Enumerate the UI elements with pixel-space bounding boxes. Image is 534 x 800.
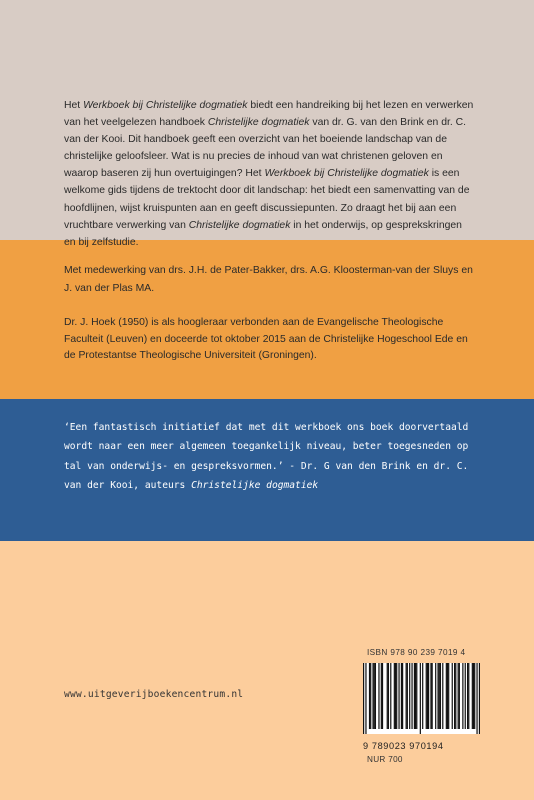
barcode-bar xyxy=(402,663,403,729)
barcode-bar xyxy=(459,663,460,729)
barcode-bar xyxy=(396,663,397,729)
credits-paragraph: Met medewerking van drs. J.H. de Pater-Bakker, drs. A.G. Kloosterman-van der Sluys en J. van der Plas MA. xyxy=(64,265,473,294)
barcode-bar xyxy=(476,663,477,734)
isbn-label: ISBN 978 90 239 7019 4 xyxy=(367,648,466,657)
barcode-bar xyxy=(437,663,438,729)
barcode-bar xyxy=(474,663,475,729)
barcode-bar xyxy=(390,663,391,729)
author-bio-paragraph: Dr. J. Hoek (1950) is als hoogleraar verbonden aan de Evangelische Theologische Faculteit (Leuven) en doceerde tot oktober 2015 aan de Christelijke Hogeschool Ede en de Protestantse Theologische Universiteit (Groningen). xyxy=(64,317,468,361)
barcode-bar xyxy=(372,663,373,729)
barcode-bar xyxy=(369,663,370,729)
barcode-bar xyxy=(440,663,441,729)
barcode-bar xyxy=(442,663,443,729)
nur-code: NUR 700 xyxy=(367,755,403,764)
intro-text-1: Het xyxy=(64,100,84,111)
barcode-digits: 9 789023 970194 xyxy=(363,741,444,751)
barcode-bar xyxy=(439,663,440,729)
barcode-bar xyxy=(414,663,415,729)
barcode-bar xyxy=(381,663,382,729)
barcode-bar xyxy=(468,663,469,729)
barcode-bar xyxy=(416,663,417,729)
barcode-bar xyxy=(388,663,389,729)
barcode-bar xyxy=(467,663,468,729)
barcode-bar xyxy=(370,663,371,729)
barcode-bar xyxy=(455,663,456,729)
intro-text-4: is een welkome gids tijdens de trektocht door dit landschap: het biedt een samenvatting van de hoofdlijnen, wijst kruispunten aan en geeft discussiepunten. Zo draagt het bij aan een vruchtbare verwerking van xyxy=(64,168,470,231)
barcode-bar xyxy=(374,663,375,729)
barcode-bar xyxy=(378,663,379,729)
barcode-bar xyxy=(398,663,399,729)
intro-text-5: in het onderwijs, op gesprekskringen en bij zelfstudie. xyxy=(64,219,462,248)
barcode-bar xyxy=(452,663,453,729)
publisher-website: www.uitgeverijboekencentrum.nl xyxy=(64,689,244,700)
barcode-bar xyxy=(387,663,388,729)
barcode-bar xyxy=(382,663,383,729)
barcode-bar xyxy=(415,663,416,729)
barcode-bar xyxy=(432,663,433,729)
barcode-bar xyxy=(479,663,480,734)
barcode-bar xyxy=(447,663,448,729)
barcode-bar xyxy=(448,663,449,729)
intro-title-2: Christelijke dogmatiek xyxy=(207,117,310,129)
barcode xyxy=(363,663,480,734)
barcode-bar xyxy=(420,663,421,734)
quote-book-title: Christelijke dogmatiek xyxy=(191,480,319,492)
barcode-bar xyxy=(422,663,423,729)
endorsement-quote xyxy=(64,418,484,496)
intro-text-2: biedt een handreiking bij het lezen en verwerken van het veelgelezen handboek xyxy=(64,100,474,129)
barcode-bar xyxy=(426,663,427,729)
barcode-bar xyxy=(401,663,402,729)
barcode-bar xyxy=(411,663,412,729)
quote-text: ‘Een fantastisch initiatief dat met dit werkboek ons boek doorvertaald wordt naar een meer algemeen toegankelijk niveau, beter toegesneden op tal van onderwijs- en gespreksvormen.’ - Dr. G van den Brink en dr. C. van der Kooi, auteurs xyxy=(64,422,469,492)
intro-title-4: Christelijke dogmatiek xyxy=(188,219,291,231)
barcode-bar xyxy=(472,663,473,729)
barcode-bar xyxy=(365,663,366,734)
barcode-bar xyxy=(375,663,376,729)
barcode-bar xyxy=(473,663,474,729)
barcode-bar xyxy=(409,663,410,729)
barcode-bar xyxy=(465,663,466,729)
barcode-bar xyxy=(430,663,431,729)
barcode-bar xyxy=(427,663,428,729)
barcode-bar xyxy=(462,663,463,729)
intro-paragraph xyxy=(64,97,474,251)
barcode-bar xyxy=(435,663,436,729)
barcode-bar xyxy=(454,663,455,729)
barcode-bar xyxy=(407,663,408,729)
barcode-graphic xyxy=(363,663,480,734)
barcode-bar xyxy=(394,663,395,729)
intro-title-3: Werkboek bij Christelijke dogmatiek xyxy=(264,168,429,180)
barcode-bar xyxy=(363,663,364,734)
barcode-bar xyxy=(446,663,447,729)
barcode-bar xyxy=(458,663,459,729)
barcode-bar xyxy=(428,663,429,729)
intro-title-1: Werkboek bij Christelijke dogmatiek xyxy=(83,100,248,111)
intro-text-3: van dr. G. van den Brink en dr. C. van der Kooi. Dit handboek geeft een overzicht van het boeiende landschap van de christelijke geloofsleer. Wat is nu precies de inhoud van wat christenen geloven en waarop baseren zij hun overtuigingen? Het xyxy=(64,117,467,180)
barcode-bar xyxy=(395,663,396,729)
barcode-bar xyxy=(406,663,407,729)
